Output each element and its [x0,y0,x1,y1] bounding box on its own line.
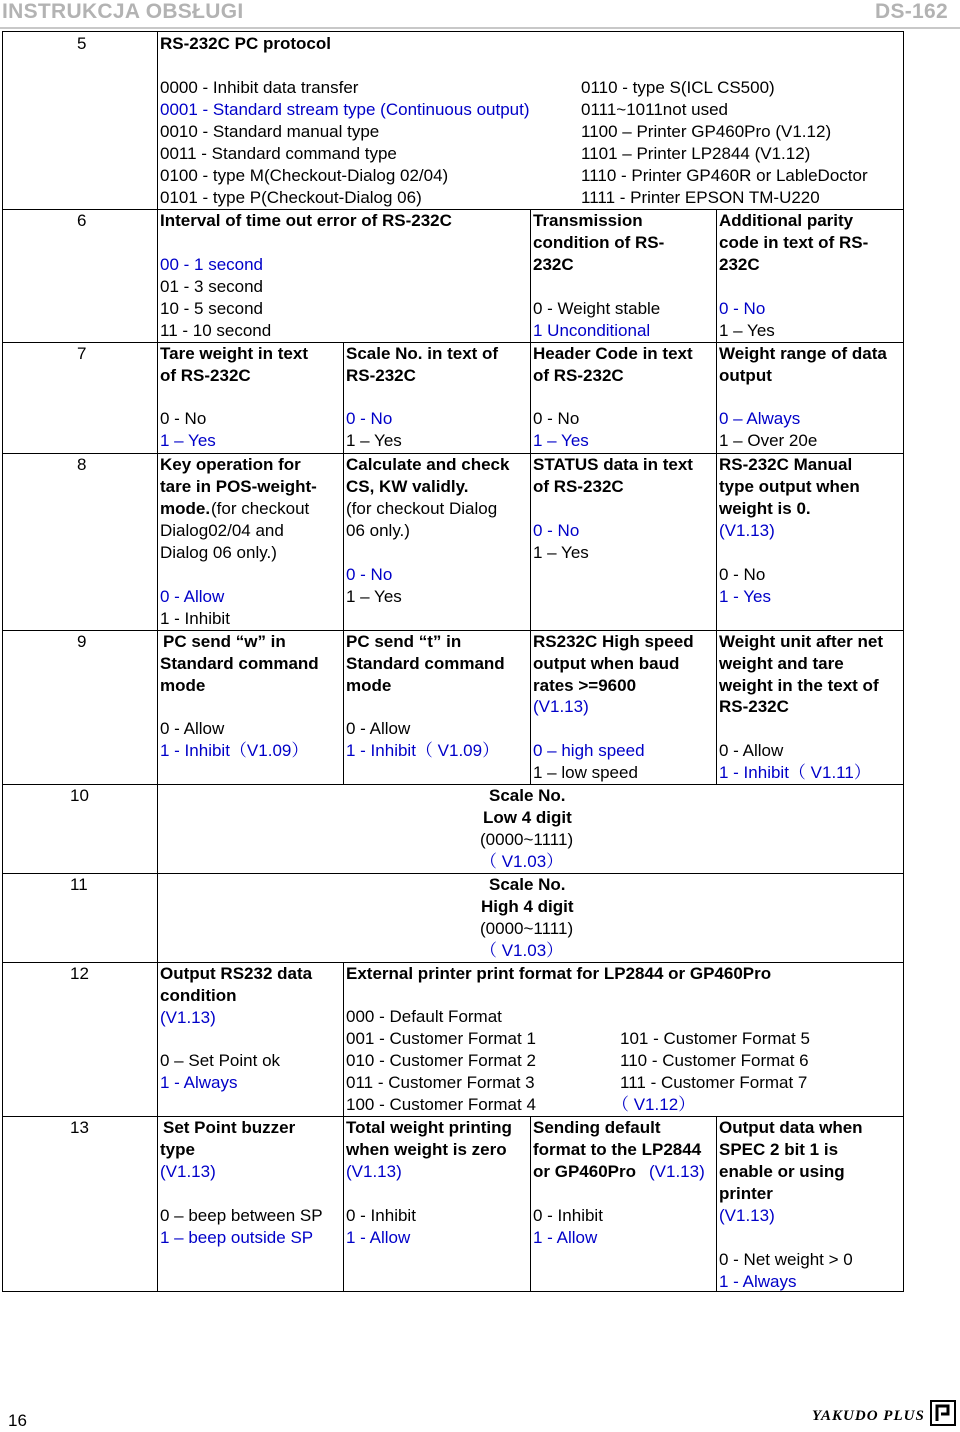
table-cell-text: Scale No. [489,786,566,805]
table-cell-text: 1111 - Printer EPSON TM-U220 [581,188,820,207]
table-cell-text: PC send “w” in [163,632,286,651]
table-cell-text: 1 – Yes [346,587,402,606]
table-cell-text: 0 – Set Point ok [160,1051,281,1070]
table-cell-text: (0000~1111) [480,919,574,938]
table-cell-text: Weight unit after net [719,632,884,651]
table-cell-text: Interval of time out error of RS-232C [160,211,452,230]
table-cell-text: （ V1.03） [480,941,564,960]
table-cell-text: 1 - Always [160,1073,238,1092]
table-cell-text: 1 – Yes [160,431,216,450]
table-cell-text: 1 - Inhibit [160,609,230,628]
table-column-border [530,209,531,343]
brand-logo [812,1400,958,1430]
table-cell-text: 0 - No [533,521,580,540]
table-cell-text: PC send “t” in [346,632,462,651]
table-cell-text: 100 - Customer Format 4 [346,1095,536,1114]
table-cell-text: Output RS232 data [160,964,313,983]
table-cell-text: 6 [77,211,87,230]
table-cell-text: (for checkout Dialog [346,499,498,518]
table-cell-text: RS-232C [719,697,789,716]
table-cell-text: weight and tare [719,654,844,673]
table-cell-text: 011 - Customer Format 3 [346,1073,535,1092]
table-cell-text: of RS-232C [533,477,624,496]
table-cell-text: 232C [533,255,574,274]
table-cell-text: 1 - Inhibit（V1.09） [160,741,309,760]
table-cell-text: RS-232C PC protocol [160,34,331,53]
table-cell-text: Standard command [160,654,319,673]
table-cell-text: 0101 - type P(Checkout-Dialog 06) [160,188,422,207]
table-cell-text: Total weight printing [346,1118,512,1137]
table-cell-text: CS, KW validly. [346,477,469,496]
table-cell-text: 5 [77,34,87,53]
table-cell-text: enable or using [719,1162,845,1181]
table-cell-text: Scale No. in text of [346,344,499,363]
table-cell-text: type [160,1140,195,1159]
table-cell-text: RS-232C [346,366,416,385]
table-cell-text: 0 – Always [719,409,801,428]
table-cell-text: 0 - Inhibit [533,1206,603,1225]
table-cell-text: Weight range of data [719,344,887,363]
table-cell-text: 10 - 5 second [160,299,264,318]
table-cell-text: 1 - Inhibit（ V1.11） [719,763,871,782]
table-cell-text: 1 - Allow [346,1228,411,1247]
table-cell-text: 0100 - type M(Checkout-Dialog 02/04) [160,166,449,185]
table-column-border [343,962,344,1292]
table-column-border [716,342,717,785]
table-column-border [343,342,344,785]
page-number: 16 [8,1411,27,1430]
table-column-border [716,209,717,343]
table-cell-text: RS-232C Manual [719,455,853,474]
table-outer-border [2,31,3,1292]
table-cell-text: or GP460Pro [533,1162,636,1181]
table-cell-text: Scale No. [489,875,566,894]
table-cell-text: 0 - Net weight > 0 [719,1250,853,1269]
table-cell-text: STATUS data in text [533,455,693,474]
table-row-border [2,784,904,785]
table-cell-text: weight is 0. [719,499,811,518]
table-cell-text: 1 - Allow [533,1228,598,1247]
table-cell-text: 9 [77,632,87,651]
table-cell-text: 101 - Customer Format 5 [620,1029,810,1048]
table-cell-text: 0 - No [346,409,393,428]
table-cell-text: 11 [70,875,88,894]
table-cell-text: 8 [77,455,87,474]
table-cell-text: Additional parity [719,211,854,230]
table-cell-text: （ V1.12） [612,1095,696,1114]
table-cell-text: 0011 - Standard command type [160,144,397,163]
table-cell-text: type output when [719,477,860,496]
table-cell-text: Header Code in text [533,344,693,363]
table-cell-text: 0110 - type S(ICL CS500) [581,78,775,97]
table-cell-text: 1101 – Printer LP2844 (V1.12) [581,144,811,163]
table-cell-text: 11 - 10 second [160,321,272,340]
table-cell-text: （ V1.03） [480,852,564,871]
table-cell-text: 1 – Over 20e [719,431,818,450]
table-cell-text: (V1.13) [160,1162,216,1181]
table-cell-text: weight in the text of [719,676,879,695]
table-cell-text: 232C [719,255,760,274]
table-cell-text: when weight is zero [346,1140,507,1159]
table-cell-text: format to the LP2844 [533,1140,702,1159]
table-cell-text: Transmission [533,211,643,230]
table-cell-text: Output data when [719,1118,863,1137]
table-cell-text: (for checkout [211,499,310,518]
table-cell-text: Sending default [533,1118,661,1137]
header-title: INSTRUKCJA OBSŁUGI [2,0,244,23]
table-cell-text: 1 – beep outside SP [160,1228,314,1247]
table-cell-text: 0 – high speed [533,741,645,760]
table-cell-text: mode [160,676,206,695]
brand-logo-text: YAKUDO PLUS [812,1408,925,1424]
table-cell-text: 1100 – Printer GP460Pro (V1.12) [581,122,832,141]
table-cell-text: (0000~1111) [480,830,574,849]
table-cell-text: 1 – Yes [346,431,402,450]
table-cell-text: 0 - Allow [160,719,225,738]
table-cell-text: 1110 - Printer GP460R or LableDoctor [581,166,868,185]
brand-logo-icon [930,1400,956,1426]
table-cell-text: 0 - Allow [346,719,411,738]
table-cell-text: output when baud [533,654,680,673]
table-cell-text: 0000 - Inhibit data transfer [160,78,359,97]
table-cell-text: 000 - Default Format [346,1007,502,1026]
table-cell-text: mode [346,676,392,695]
table-cell-text: 111 - Customer Format 7 [620,1073,808,1092]
table-cell-text: 0 - No [533,409,580,428]
table-cell-text: printer [719,1184,773,1203]
table-cell-text: rates >=9600 [533,676,637,695]
table-cell-text: 0111~1011not used [581,100,728,119]
table-cell-text: Calculate and check [346,455,510,474]
table-cell-text: Tare weight in text [160,344,308,363]
table-cell-text: code in text of RS- [719,233,869,252]
header-model: DS-162 [874,0,948,23]
table-cell-text: 0 - No [719,565,766,584]
table-cell-text: 0 - No [346,565,393,584]
table-cell-text: 0 - Weight stable [533,299,661,318]
table-cell-text: External printer print format for LP2844 or GP460Pro [346,964,772,983]
table-cell-text: 06 only.) [346,521,410,540]
table-cell-text: Standard command [346,654,505,673]
table-cell-text: 0 - Allow [160,587,225,606]
table-cell-text: SPEC 2 bit 1 is [719,1140,839,1159]
table-cell-text: Dialog02/04 and [160,521,284,540]
table-cell-text: tare in POS-weight- [160,477,317,496]
table-cell-text: 1 - Always [719,1272,797,1291]
table-column-border [157,784,158,963]
table-column-border [157,31,158,1292]
table-cell-text: 1 – Yes [533,431,589,450]
table-cell-text: 7 [77,344,87,363]
table-cell-text: condition of RS- [533,233,665,252]
table-cell-text: 1 – Yes [533,543,589,562]
table-cell-text: 1 - Inhibit（ V1.09） [346,741,500,760]
table-cell-text: condition [160,986,237,1005]
table-column-border [530,1116,531,1292]
table-cell-text: 1 - Yes [719,587,771,606]
table-cell-text: of RS-232C [160,366,251,385]
table-cell-text: RS232C High speed [533,632,694,651]
table-cell-text: (V1.13) [719,521,775,540]
table-cell-text: 010 - Customer Format 2 [346,1051,536,1070]
table-cell-text: 1 Unconditional [533,321,651,340]
table-cell-text: 0 - Inhibit [346,1206,416,1225]
table-cell-text: (V1.13) [346,1162,402,1181]
table-column-border [716,1116,717,1292]
table-cell-text: 0 - No [160,409,207,428]
table-cell-text: 0001 - Standard stream type (Continuous output) [160,100,530,119]
table-cell-text: 00 - 1 second [160,255,264,274]
table-cell-text: 0 – beep between SP [160,1206,323,1225]
table-cell-text: (V1.13) [533,697,589,716]
table-column-border [530,342,531,785]
table-cell-text: High 4 digit [481,897,574,916]
table-cell-text: 1 – Yes [719,321,775,340]
table-cell-text: (V1.13) [160,1008,216,1027]
table-row-border [2,31,904,32]
table-cell-text: 12 [70,964,89,983]
table-cell-text: 001 - Customer Format 1 [346,1029,536,1048]
table-cell-text: Key operation for [160,455,301,474]
table-cell-text: 10 [70,786,89,805]
table-cell-text: 0010 - Standard manual type [160,122,380,141]
table-outer-border [903,31,904,1292]
table-cell-text: 0 - Allow [719,741,784,760]
table-cell-text: (V1.13) [719,1206,775,1225]
table-cell-text: of RS-232C [533,366,624,385]
table-cell-text: 13 [70,1118,89,1137]
table-cell-text: Dialog 06 only.) [160,543,277,562]
table-cell-text: output [719,366,772,385]
table-cell-text: (V1.13) [649,1162,705,1181]
table-cell-text: Low 4 digit [483,808,572,827]
table-cell-text: 01 - 3 second [160,277,264,296]
table-row-border [2,873,904,874]
table-cell-text: 0 - No [719,299,766,318]
table-cell-text: 1 – low speed [533,763,638,782]
table-cell-text: mode. [160,499,211,518]
table-cell-text: 110 - Customer Format 6 [620,1051,809,1070]
table-cell-text: Set Point buzzer [163,1118,296,1137]
